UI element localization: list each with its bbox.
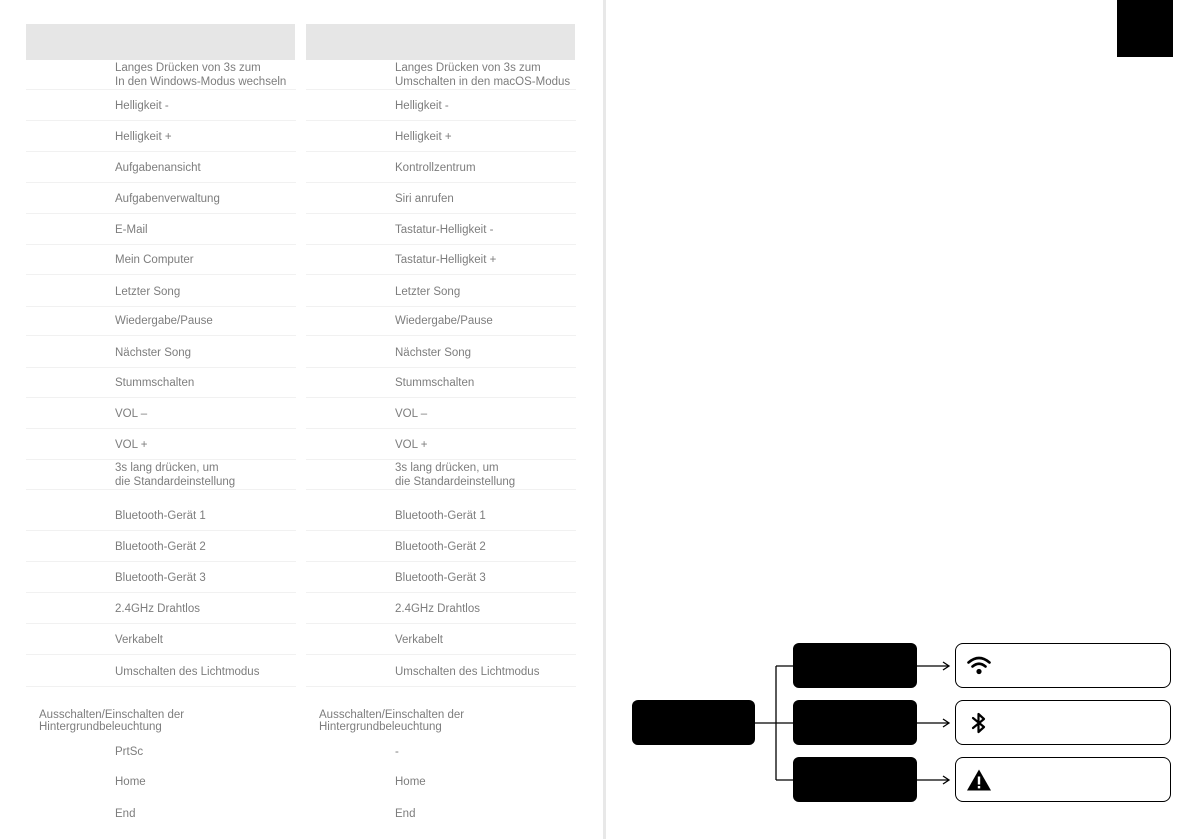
row-divider [26, 89, 296, 90]
key-row [26, 430, 296, 460]
mode-source-box [632, 700, 755, 745]
row-divider [306, 654, 576, 655]
key-row [306, 501, 576, 531]
row-divider [306, 623, 576, 624]
key-description: Helligkeit + [395, 131, 452, 143]
row-divider [26, 274, 296, 275]
mode-box-1 [793, 643, 917, 688]
key-row [306, 563, 576, 593]
key-description: Kontrollzentrum [395, 162, 476, 174]
mode-box-2 [793, 700, 917, 745]
output-box-wifi [955, 643, 1171, 688]
key-description: Nächster Song [395, 347, 472, 359]
key-row [306, 399, 576, 429]
row-divider [26, 530, 296, 531]
key-description: End [395, 808, 416, 820]
key-row [26, 625, 296, 655]
key-description: Bluetooth-Gerät 2 [395, 541, 486, 553]
key-description: Helligkeit + [115, 131, 172, 143]
key-description: 3s lang drücken, um die Standardeinstellung [115, 462, 236, 488]
key-row [306, 460, 576, 490]
key-row [306, 153, 576, 183]
key-description: Siri anrufen [395, 193, 454, 205]
key-row [306, 184, 576, 214]
key-row [26, 338, 296, 368]
row-divider [26, 561, 296, 562]
key-description: Letzter Song [395, 286, 461, 298]
row-divider [306, 182, 576, 183]
row-divider [26, 120, 296, 121]
key-description: - [395, 746, 399, 758]
windows-column-header [26, 24, 295, 60]
key-row [26, 737, 296, 767]
key-description: Umschalten des Lichtmodus [395, 666, 540, 678]
key-description: Bluetooth-Gerät 2 [115, 541, 206, 553]
key-description: Letzter Song [115, 286, 181, 298]
key-row [26, 460, 296, 490]
row-divider [26, 489, 296, 490]
key-description: Helligkeit - [395, 100, 449, 112]
key-description: Aufgabenverwaltung [115, 193, 220, 205]
key-description: VOL + [395, 439, 428, 451]
row-divider [306, 561, 576, 562]
key-description: Bluetooth-Gerät 3 [395, 572, 486, 584]
key-row [306, 215, 576, 245]
key-description: Mein Computer [115, 254, 194, 266]
key-row [306, 594, 576, 624]
key-row [306, 277, 576, 307]
row-divider [306, 489, 576, 490]
row-divider [26, 592, 296, 593]
row-divider [306, 686, 576, 687]
key-description: 3s lang drücken, um die Standardeinstellung [395, 462, 516, 488]
key-description: Aufgabenansicht [115, 162, 201, 174]
key-row [26, 60, 296, 90]
key-description: Stummschalten [115, 377, 195, 389]
key-row [306, 122, 576, 152]
row-divider [306, 428, 576, 429]
row-divider [26, 654, 296, 655]
key-row [26, 399, 296, 429]
key-row [306, 368, 576, 398]
row-divider [306, 151, 576, 152]
key-description: Home [395, 776, 426, 788]
row-divider [306, 274, 576, 275]
key-description: End [115, 808, 136, 820]
key-description: Home [115, 776, 146, 788]
key-row [26, 563, 296, 593]
key-description: Tastatur-Helligkeit - [395, 224, 494, 236]
row-divider [306, 89, 576, 90]
mac-column [306, 0, 596, 839]
key-row [306, 625, 576, 655]
key-description: Umschalten des Lichtmodus [115, 666, 260, 678]
bluetooth-icon [966, 710, 992, 736]
key-row [306, 338, 576, 368]
key-row [26, 215, 296, 245]
key-row [306, 306, 576, 336]
key-row [26, 122, 296, 152]
key-description: Nächster Song [115, 347, 192, 359]
mode-box-3 [793, 757, 917, 802]
key-description: VOL – [115, 408, 148, 420]
page-corner-tab [1117, 0, 1173, 57]
key-description: Tastatur-Helligkeit + [395, 254, 497, 266]
row-divider [306, 213, 576, 214]
key-row [26, 184, 296, 214]
key-row [26, 306, 296, 336]
output-box-bluetooth [955, 700, 1171, 745]
key-description: E-Mail [115, 224, 148, 236]
key-description: PrtSc [115, 746, 144, 758]
mac-backlight-label: Ausschalten/Einschalten der Hintergrundbeleuchtung [319, 709, 465, 733]
row-divider [306, 592, 576, 593]
key-description: Wiedergabe/Pause [115, 315, 213, 327]
key-description: Wiedergabe/Pause [395, 315, 493, 327]
key-description: Langes Drücken von 3s zum In den Windows-Modus wechseln [115, 62, 287, 88]
key-row [306, 430, 576, 460]
windows-column [26, 0, 316, 839]
key-description: Helligkeit - [115, 100, 169, 112]
key-row [306, 245, 576, 275]
row-divider [26, 182, 296, 183]
key-row [26, 501, 296, 531]
row-divider [306, 397, 576, 398]
key-row [306, 737, 576, 767]
key-row [26, 277, 296, 307]
row-divider [306, 530, 576, 531]
row-divider [26, 428, 296, 429]
key-row [306, 91, 576, 121]
output-box-warning [955, 757, 1171, 802]
key-row [26, 799, 296, 829]
row-divider [26, 151, 296, 152]
key-row [26, 594, 296, 624]
key-row [26, 368, 296, 398]
key-description: Bluetooth-Gerät 3 [115, 572, 206, 584]
key-description: Verkabelt [395, 634, 443, 646]
key-row [26, 657, 296, 687]
warning-icon [966, 767, 992, 793]
key-description: Langes Drücken von 3s zum Umschalten in den macOS-Modus [395, 62, 571, 88]
key-row [306, 532, 576, 562]
key-row [306, 657, 576, 687]
key-description: Bluetooth-Gerät 1 [395, 510, 486, 522]
key-row [26, 153, 296, 183]
key-description: VOL + [115, 439, 148, 451]
row-divider [26, 397, 296, 398]
key-description: 2.4GHz Drahtlos [395, 603, 481, 615]
row-divider [26, 335, 296, 336]
key-row [26, 532, 296, 562]
mac-column-header [306, 24, 575, 60]
row-divider [26, 686, 296, 687]
key-description: 2.4GHz Drahtlos [115, 603, 201, 615]
key-row [306, 799, 576, 829]
key-description: VOL – [395, 408, 428, 420]
key-row [26, 767, 296, 797]
key-row [26, 245, 296, 275]
key-description: Stummschalten [395, 377, 475, 389]
windows-backlight-label: Ausschalten/Einschalten der Hintergrundbeleuchtung [39, 709, 185, 733]
row-divider [26, 213, 296, 214]
row-divider [306, 120, 576, 121]
key-description: Bluetooth-Gerät 1 [115, 510, 206, 522]
key-row [306, 60, 576, 90]
key-row [26, 91, 296, 121]
wifi-icon [966, 653, 992, 679]
key-row [306, 767, 576, 797]
key-description: Verkabelt [115, 634, 163, 646]
row-divider [306, 335, 576, 336]
row-divider [26, 623, 296, 624]
